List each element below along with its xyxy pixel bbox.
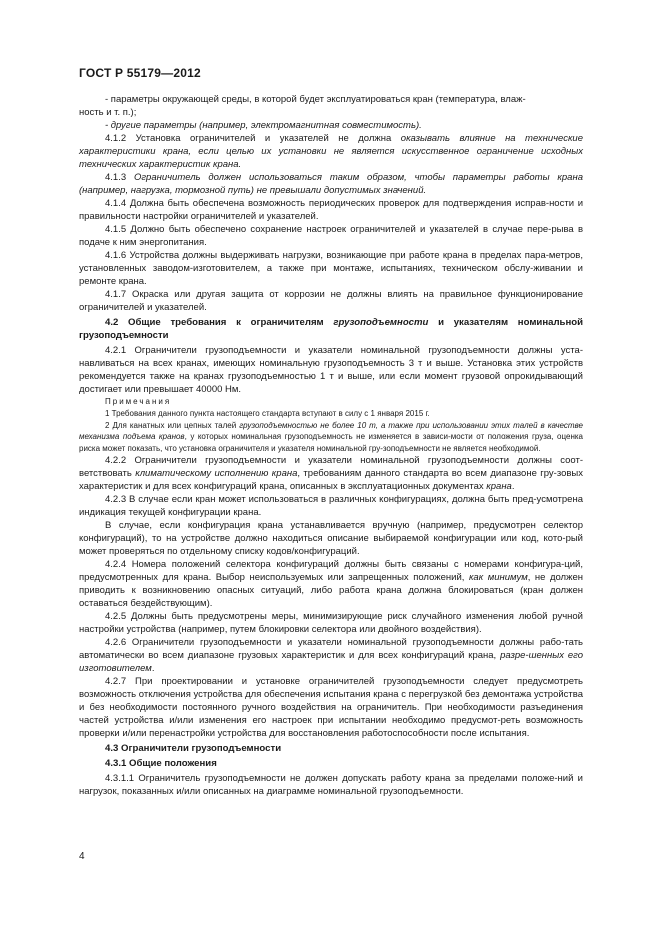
paragraph-4-1-7: 4.1.7 Окраска или другая защита от коррозии не должны влиять на правильное функционирование ограничителей и указателей. — [79, 289, 583, 313]
notes-title: Примечания — [105, 397, 172, 406]
paragraph-4-2-2: 4.2.2 Ограничители грузоподъемности и указатели номинальной грузоподъемности должны соот-ветствовать климатическому исполнению крана, требованиям данного стандарта во всем диапазоне гру-зовых характеристик и для всех конфигураций крана, описанных в эксплуатационных документах крана. — [79, 455, 583, 492]
paragraph-4-1-5: 4.1.5 Должно быть обеспечено сохранение настроек ограничителей и указателей в случае пере-рыва в подаче к ним энергопитания. — [79, 224, 583, 248]
heading-4-3: 4.3 Ограничители грузоподъемности — [105, 743, 282, 754]
paragraph-4-2-4: 4.2.4 Номера положений селектора конфигураций должны быть связаны с номерами конфигура-ций, предусмотренных для крана. Выбор неиспользуемых или запрещенных положений, как минимум, не должен приводить к возникновению опасных ситуаций, либо работа крана должна блокироваться (кран должен оставаться бездействующим). — [79, 559, 583, 609]
heading-4-3-1: 4.3.1 Общие положения — [105, 758, 217, 769]
paragraph-4-2-7: 4.2.7 При проектировании и установке ограничителей грузоподъемности следует предусмотреть возможность отключения устройства для обеспечения испытания крана с перегрузкой без демонтажа устройства и без необходимости постоянного ручного воздействия на ограничитель. При необходимости разъединения частей устройства и/или изменения его настроек при испытании необходимо предусмот-реть возможность проверки и/или перенастройки устройства для восстановления работоспособности после испытания. — [79, 676, 583, 739]
paragraph-other-params: - другие параметры (например, электромагнитная совместимость). — [105, 120, 422, 131]
paragraph-4-2-3b: В случае, если конфигурация крана устанавливается вручную (например, предусмотрен селектор конфигураций), то на устройстве должно находиться описание выбираемой конфигурации или код, кото-рый может проверяться по отдельному списку кодов/конфигураций. — [79, 520, 583, 557]
page-number: 4 — [79, 851, 85, 862]
document-header: ГОСТ Р 55179—2012 — [79, 66, 201, 80]
paragraph-4-1-6: 4.1.6 Устройства должны выдерживать нагрузки, возникающие при работе крана в пределах пара-метров, установленных заводом-изготовителем, а также при монтаже, испытаниях, техническом обслу-живании и ремонте крана. — [79, 250, 583, 287]
note-1: 1 Требования данного пункта настоящего стандарта вступают в силу с 1 января 2015 г. — [105, 409, 430, 418]
paragraph-4-3-1-1: 4.3.1.1 Ограничитель грузоподъемности не должен допускать работу крана за пределами положе-ний и нагрузок, показанных и/или описанных на диаграмме номинальной грузоподъемности. — [79, 773, 583, 797]
paragraph-4-2-6: 4.2.6 Ограничители грузоподъемности и указатели номинальной грузоподъемности должны рабо-тать автоматически во всем диапазоне грузовых характеристик и для всех конфигураций крана, разре-шенных его изготовителем. — [79, 637, 584, 674]
paragraph-4-2-1: 4.2.1 Ограничители грузоподъемности и указатели номинальной грузоподъемности должны уста-навливаться на всех кранах, имеющих номинальную грузоподъемность 3 т и выше. Установка этих устройств рекомендуется также на кранах грузоподъемностью 1 т и выше, или если момент грузовой опрокидывающий достигает или превышает 40000 Нм. — [79, 345, 583, 395]
document-body — [79, 93, 583, 798]
paragraph-4-1-4: 4.1.4 Должна быть обеспечена возможность периодических проверок для подтверждения исправ-ности и правильности настройки ограничителей и указателей. — [79, 198, 583, 222]
paragraph-environment: - параметры окружающей среды, в которой будет эксплуатироваться кран (температура, влаж- ность и т. п.); — [79, 94, 526, 118]
paragraph-4-2-5: 4.2.5 Должны быть предусмотрены меры, минимизирующие риск случайного изменения любой ручной настройки устройства (например, путем блокировки селектора или двойного воздействия). — [79, 611, 583, 635]
paragraph-4-1-3: 4.1.3 Ограничитель должен использоваться таким образом, чтобы параметры работы крана (например, нагрузка, тормозной путь) не превышали допустимых значений. — [79, 172, 583, 196]
heading-4-2: 4.2 Общие требования к ограничителям грузоподъемности и указателям номинальной грузоподъемности — [79, 317, 583, 341]
paragraph-4-2-3a: 4.2.3 В случае если кран может использоваться в различных конфигурациях, должна быть пред-усмотрена индикация текущей конфигурации крана. — [79, 494, 583, 518]
note-2: 2 Для канатных или цепных талей грузоподъемностью не более 10 т, а также при использовании этих талей в качестве механизма подъема кранов, у которых номинальная грузоподъемность не изменяется в зависи-мости от положения груза, оценка риска может показать, что установка ограничителя и указателя номинальной гру-зоподъемности не является необходимой. — [79, 420, 584, 453]
paragraph-4-1-2: 4.1.2 Установка ограничителей и указателей не должна оказывать влияние на технические характеристики крана, если целью их установки не является искусственное ограничение исходных технических характеристик крана. — [79, 133, 583, 170]
